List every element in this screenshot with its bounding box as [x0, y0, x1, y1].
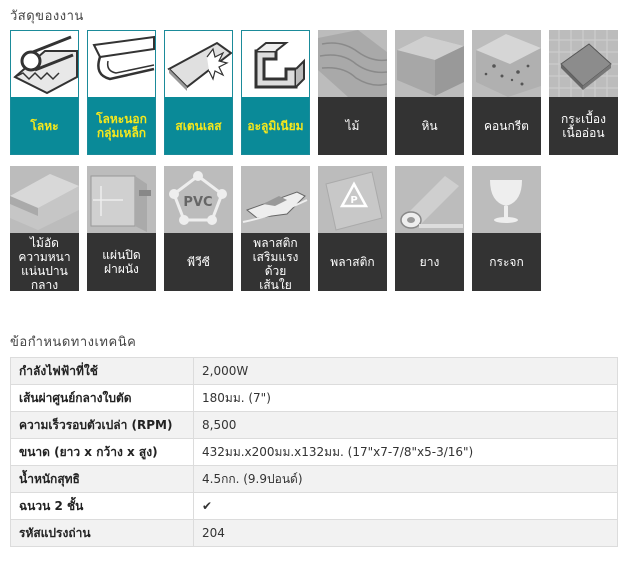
- table-row: [11, 520, 618, 547]
- material-label: พลาสติก: [318, 233, 387, 291]
- nonferrous-metal-icon: [88, 31, 156, 98]
- spec-section-title: ข้อกำหนดทางเทคนิค: [10, 335, 137, 350]
- metal-pipe-icon: [11, 31, 79, 98]
- material-label: พีวีซี: [164, 233, 233, 291]
- material-label: สเตนเลส: [165, 97, 232, 155]
- material-tile-concrete[interactable]: [472, 30, 541, 155]
- spec-key: ความเร็วรอบตัวเปล่า (RPM): [11, 412, 194, 439]
- spec-value: 8,500: [194, 412, 618, 439]
- table-row: [11, 493, 618, 520]
- material-tile-fiber-plastic[interactable]: [241, 166, 310, 291]
- soft-tile-icon: [549, 30, 618, 97]
- rubber-roll-icon: [395, 166, 464, 233]
- material-tile-nonferrous[interactable]: [87, 30, 156, 155]
- spec-value: 2,000W: [194, 358, 618, 385]
- table-row: [11, 358, 618, 385]
- spec-value: 432มม.x200มม.x132มม. (17"x7-7/8"x5-3/16"): [194, 439, 618, 466]
- material-tile-plastic[interactable]: [318, 166, 387, 291]
- material-tile-rubber[interactable]: [395, 166, 464, 291]
- spec-key: เส้นผ่าศูนย์กลางใบตัด: [11, 385, 194, 412]
- material-tile-stone[interactable]: [395, 30, 464, 155]
- material-label: โลหะ: [11, 97, 78, 155]
- material-label: อะลูมิเนียม: [242, 97, 309, 155]
- table-row: [11, 439, 618, 466]
- plastic-recycle-icon: [318, 166, 387, 233]
- stone-icon: [395, 30, 464, 97]
- spec-key: กำลังไฟฟ้าที่ใช้: [11, 358, 194, 385]
- materials-section-title: วัสดุของงาน: [10, 9, 84, 24]
- material-label: ไม้อัด ความหนา แน่นปาน กลาง: [10, 233, 79, 291]
- spec-key: ฉนวน 2 ชั้น: [11, 493, 194, 520]
- material-label: ไม้: [318, 97, 387, 155]
- spec-table: [10, 357, 618, 547]
- glass-icon: [472, 166, 541, 233]
- wood-icon: [318, 30, 387, 97]
- spec-value: 4.5กก. (9.9ปอนด์): [194, 466, 618, 493]
- material-label: คอนกรีต: [472, 97, 541, 155]
- material-label: พลาสติก เสริมแรง ด้วย เส้นใย: [241, 233, 310, 291]
- fiber-plastic-boat-icon: [241, 166, 310, 233]
- material-tile-stainless[interactable]: [164, 30, 233, 155]
- material-label: หิน: [395, 97, 464, 155]
- material-label: ยาง: [395, 233, 464, 291]
- wallboard-icon: [87, 166, 156, 233]
- spec-value: 180มม. (7"): [194, 385, 618, 412]
- material-tile-wood[interactable]: [318, 30, 387, 155]
- material-tile-soft-tile[interactable]: [549, 30, 618, 155]
- material-label: แผ่นปิด ฝาผนัง: [87, 233, 156, 291]
- mdf-board-icon: [10, 166, 79, 233]
- material-tile-wallboard[interactable]: [87, 166, 156, 291]
- material-tile-metal[interactable]: [10, 30, 79, 155]
- spec-key: ขนาด (ยาว x กว้าง x สูง): [11, 439, 194, 466]
- material-tile-pvc[interactable]: [164, 166, 233, 291]
- check-icon: ✔: [194, 493, 618, 520]
- table-row: [11, 466, 618, 493]
- stainless-sheet-icon: [165, 31, 233, 98]
- material-label: โลหะนอก กลุ่มเหล็ก: [88, 97, 155, 155]
- svg-text:PVC: PVC: [183, 195, 213, 210]
- pvc-icon: [164, 166, 233, 233]
- material-label: กระจก: [472, 233, 541, 291]
- svg-text:P: P: [350, 195, 358, 206]
- material-tile-aluminum[interactable]: [241, 30, 310, 155]
- spec-value: 204: [194, 520, 618, 547]
- material-tile-mdf[interactable]: [10, 166, 79, 291]
- spec-key: น้ำหนักสุทธิ: [11, 466, 194, 493]
- spec-key: รหัสแปรงถ่าน: [11, 520, 194, 547]
- material-tile-glass[interactable]: [472, 166, 541, 291]
- table-row: [11, 385, 618, 412]
- material-label: กระเบื้อง เนื้ออ่อน: [549, 97, 618, 155]
- concrete-icon: [472, 30, 541, 97]
- table-row: [11, 412, 618, 439]
- aluminum-profile-icon: [242, 31, 310, 98]
